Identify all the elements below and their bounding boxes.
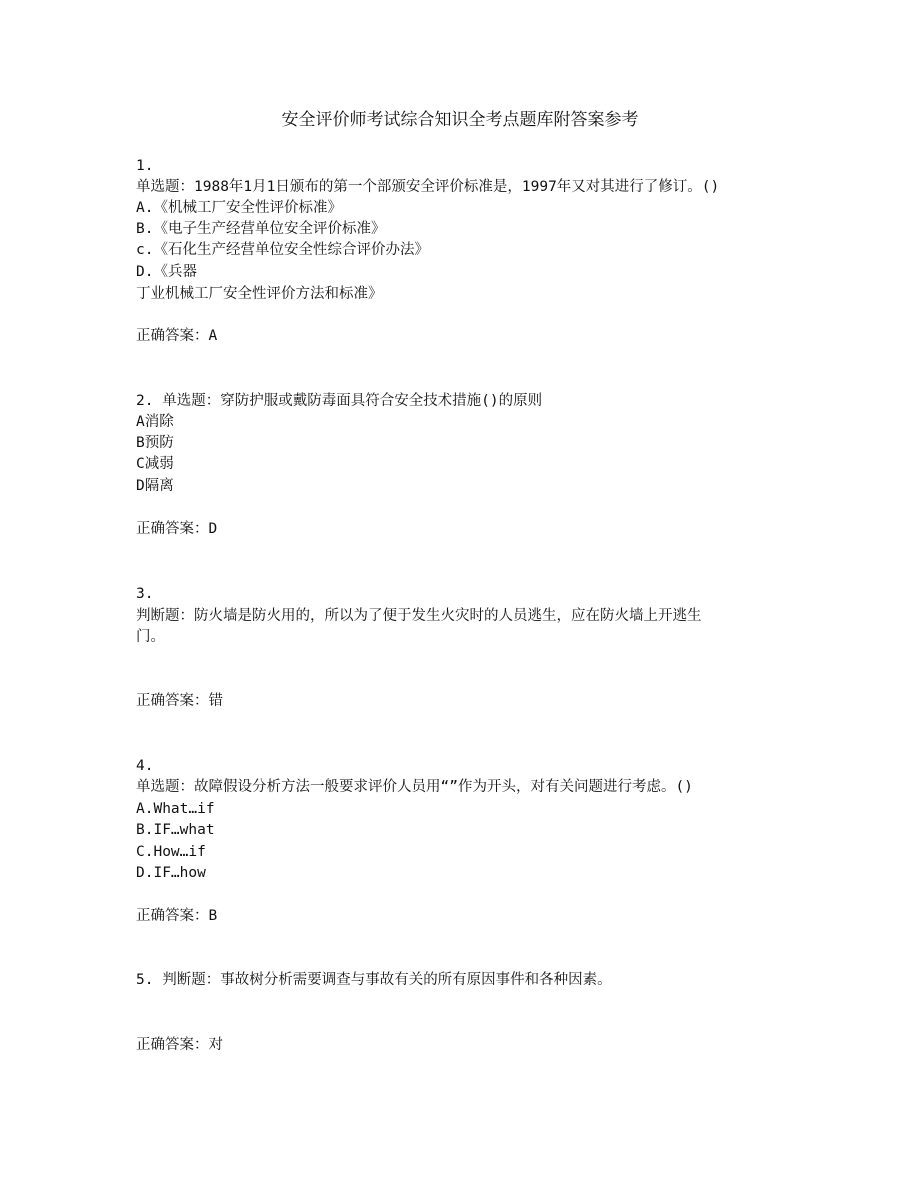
question-1-option-d: D.《兵器 (136, 264, 197, 280)
question-4-option-d: D.IF…how (136, 865, 206, 881)
question-1-answer: 正确答案：A (136, 328, 218, 344)
question-5-stem: 5. 判断题：事故树分析需要调查与事故有关的所有原因事件和各种因素。 (136, 972, 612, 988)
question-2-option-d: D隔离 (136, 478, 174, 494)
question-1-option-a: A.《机械工厂安全性评价标准》 (136, 200, 342, 216)
question-1-option-d-continued: 丁业机械工厂安全性评价方法和标准》 (136, 286, 383, 302)
question-1-option-c: c.《石化生产经营单位安全性综合评价办法》 (136, 242, 429, 258)
question-4-option-b: B.IF…what (136, 822, 215, 838)
question-4-option-a: A.What…if (136, 801, 215, 817)
document-title: 安全评价师考试综合知识全考点题库附答案参考 (281, 110, 639, 130)
question-2-stem: 2. 单选题：穿防护服或戴防毒面具符合安全技术措施()的原则 (136, 393, 543, 409)
question-5-answer: 正确答案：对 (136, 1037, 223, 1053)
question-3-stem-line-2: 门。 (136, 629, 165, 645)
question-2-option-b: B预防 (136, 435, 174, 451)
question-2-answer: 正确答案：D (136, 521, 218, 537)
question-2-option-c: C减弱 (136, 456, 174, 472)
question-4-answer: 正确答案：B (136, 908, 218, 924)
question-4-stem: 单选题：故障假设分析方法一般要求评价人员用“”作为开头，对有关问题进行考虑。() (136, 779, 693, 795)
question-4-option-c: C.How…if (136, 844, 206, 860)
question-4-number: 4. (136, 758, 154, 774)
question-1-stem: 单选题：1988年1月1日颁布的第一个部颁安全评价标准是，1997年又对其进行了修订。() (136, 179, 720, 195)
question-3-stem-line-1: 判断题：防火墙是防火用的，所以为了便于发生火灾时的人员逃生，应在防火墙上开逃生 (136, 608, 702, 624)
question-3-answer: 正确答案：错 (136, 693, 223, 709)
question-1-number: 1. (136, 158, 154, 174)
question-2-option-a: A消除 (136, 414, 174, 430)
question-1-option-b: B.《电子生产经营单位安全评价标准》 (136, 221, 386, 237)
question-3-number: 3. (136, 586, 154, 602)
